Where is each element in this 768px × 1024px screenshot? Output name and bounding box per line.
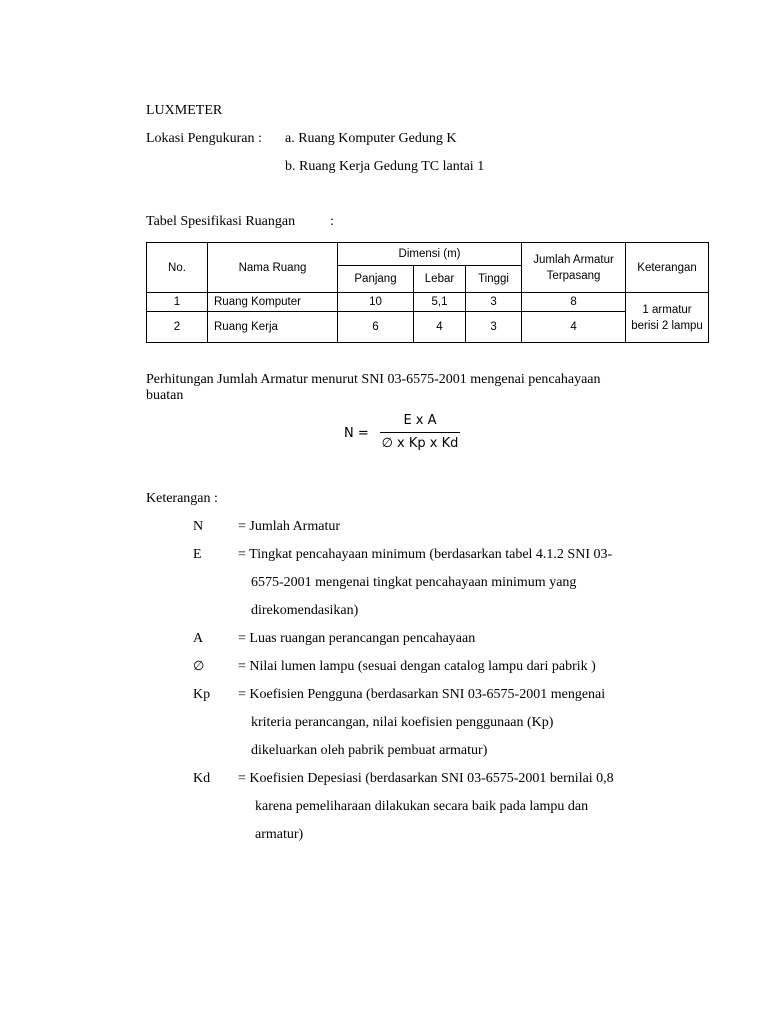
definition-a-line-1: = Luas ruangan perancangan pencahayaan bbox=[238, 631, 476, 646]
formula-denominator: ∅ x Kp x Kd bbox=[381, 436, 459, 451]
cell-keterangan: 1 armatur berisi 2 lampu bbox=[626, 293, 709, 343]
lokasi-label: Lokasi Pengukuran : bbox=[146, 131, 262, 146]
cell-nama-ruang: Ruang Kerja bbox=[208, 312, 338, 343]
document-title: LUXMETER bbox=[146, 103, 223, 118]
header-lebar: Lebar bbox=[414, 266, 466, 293]
cell-lebar: 4 bbox=[414, 312, 466, 343]
header-dimensi: Dimensi (m) bbox=[338, 243, 522, 266]
cell-tinggi: 3 bbox=[466, 312, 522, 343]
cell-nama-ruang: Ruang Komputer bbox=[208, 293, 338, 312]
definition-n-line-1: = Jumlah Armatur bbox=[238, 519, 340, 534]
perhitungan-line-2: buatan bbox=[146, 388, 184, 403]
cell-jumlah-armatur: 4 bbox=[522, 312, 626, 343]
cell-panjang: 6 bbox=[338, 312, 414, 343]
cell-lebar: 5,1 bbox=[414, 293, 466, 312]
cell-panjang: 10 bbox=[338, 293, 414, 312]
table-caption-colon: : bbox=[330, 214, 334, 229]
table-caption: Tabel Spesifikasi Ruangan bbox=[146, 214, 296, 229]
symbol-n: N bbox=[193, 519, 204, 534]
lokasi-item-a: a. Ruang Komputer Gedung K bbox=[285, 131, 457, 146]
header-jumlah-armatur: Jumlah Armatur Terpasang bbox=[522, 243, 626, 293]
symbol-kd: Kd bbox=[193, 771, 211, 786]
header-tinggi: Tinggi bbox=[466, 266, 522, 293]
header-keterangan: Keterangan bbox=[626, 243, 709, 293]
header-panjang: Panjang bbox=[338, 266, 414, 293]
definition-kd-line-3: armatur) bbox=[255, 827, 304, 842]
definition-e-line-2: 6575-2001 mengenai tingkat pencahayaan minimum yang bbox=[251, 575, 577, 590]
perhitungan-line-1: Perhitungan Jumlah Armatur menurut SNI 03-6575-2001 mengenai pencahayaan bbox=[146, 372, 601, 387]
definition-kp-line-2: kriteria perancangan, nilai koefisien penggunaan (Kp) bbox=[251, 715, 554, 730]
formula-lhs: N = bbox=[344, 426, 369, 441]
definition-e-line-1: = Tingkat pencahayaan minimum (berdasarkan tabel 4.1.2 SNI 03- bbox=[238, 547, 613, 562]
definition-kp-line-3: dikeluarkan oleh pabrik pembuat armatur) bbox=[251, 743, 488, 758]
cell-jumlah-armatur: 8 bbox=[522, 293, 626, 312]
definition-phi-line-1: = Nilai lumen lampu (sesuai dengan catalog lampu dari pabrik ) bbox=[238, 659, 596, 674]
symbol-phi: ∅ bbox=[193, 659, 205, 674]
keterangan-label: Keterangan : bbox=[146, 491, 218, 506]
symbol-kp: Kp bbox=[193, 687, 211, 702]
table-row bbox=[147, 312, 709, 343]
symbol-e: E bbox=[193, 547, 202, 562]
lokasi-item-b: b. Ruang Kerja Gedung TC lantai 1 bbox=[285, 159, 485, 174]
spesifikasi-table bbox=[146, 242, 709, 343]
formula-fraction bbox=[380, 412, 460, 453]
table-row bbox=[147, 293, 709, 312]
cell-no: 2 bbox=[147, 312, 208, 343]
header-nama-ruang: Nama Ruang bbox=[208, 243, 338, 293]
fraction-bar bbox=[380, 432, 460, 433]
cell-tinggi: 3 bbox=[466, 293, 522, 312]
cell-no: 1 bbox=[147, 293, 208, 312]
table-header-row bbox=[147, 243, 709, 266]
header-no: No. bbox=[147, 243, 208, 293]
definition-kd-line-2: karena pemeliharaan dilakukan secara baik pada lampu dan bbox=[255, 799, 589, 814]
definition-kd-line-1: = Koefisien Depesiasi (berdasarkan SNI 03-6575-2001 bernilai 0,8 bbox=[238, 771, 614, 786]
definition-kp-line-1: = Koefisien Pengguna (berdasarkan SNI 03-6575-2001 mengenai bbox=[238, 687, 606, 702]
definition-e-line-3: direkomendasikan) bbox=[251, 603, 359, 618]
formula-numerator: E x A bbox=[403, 413, 437, 428]
symbol-a: A bbox=[193, 631, 204, 646]
